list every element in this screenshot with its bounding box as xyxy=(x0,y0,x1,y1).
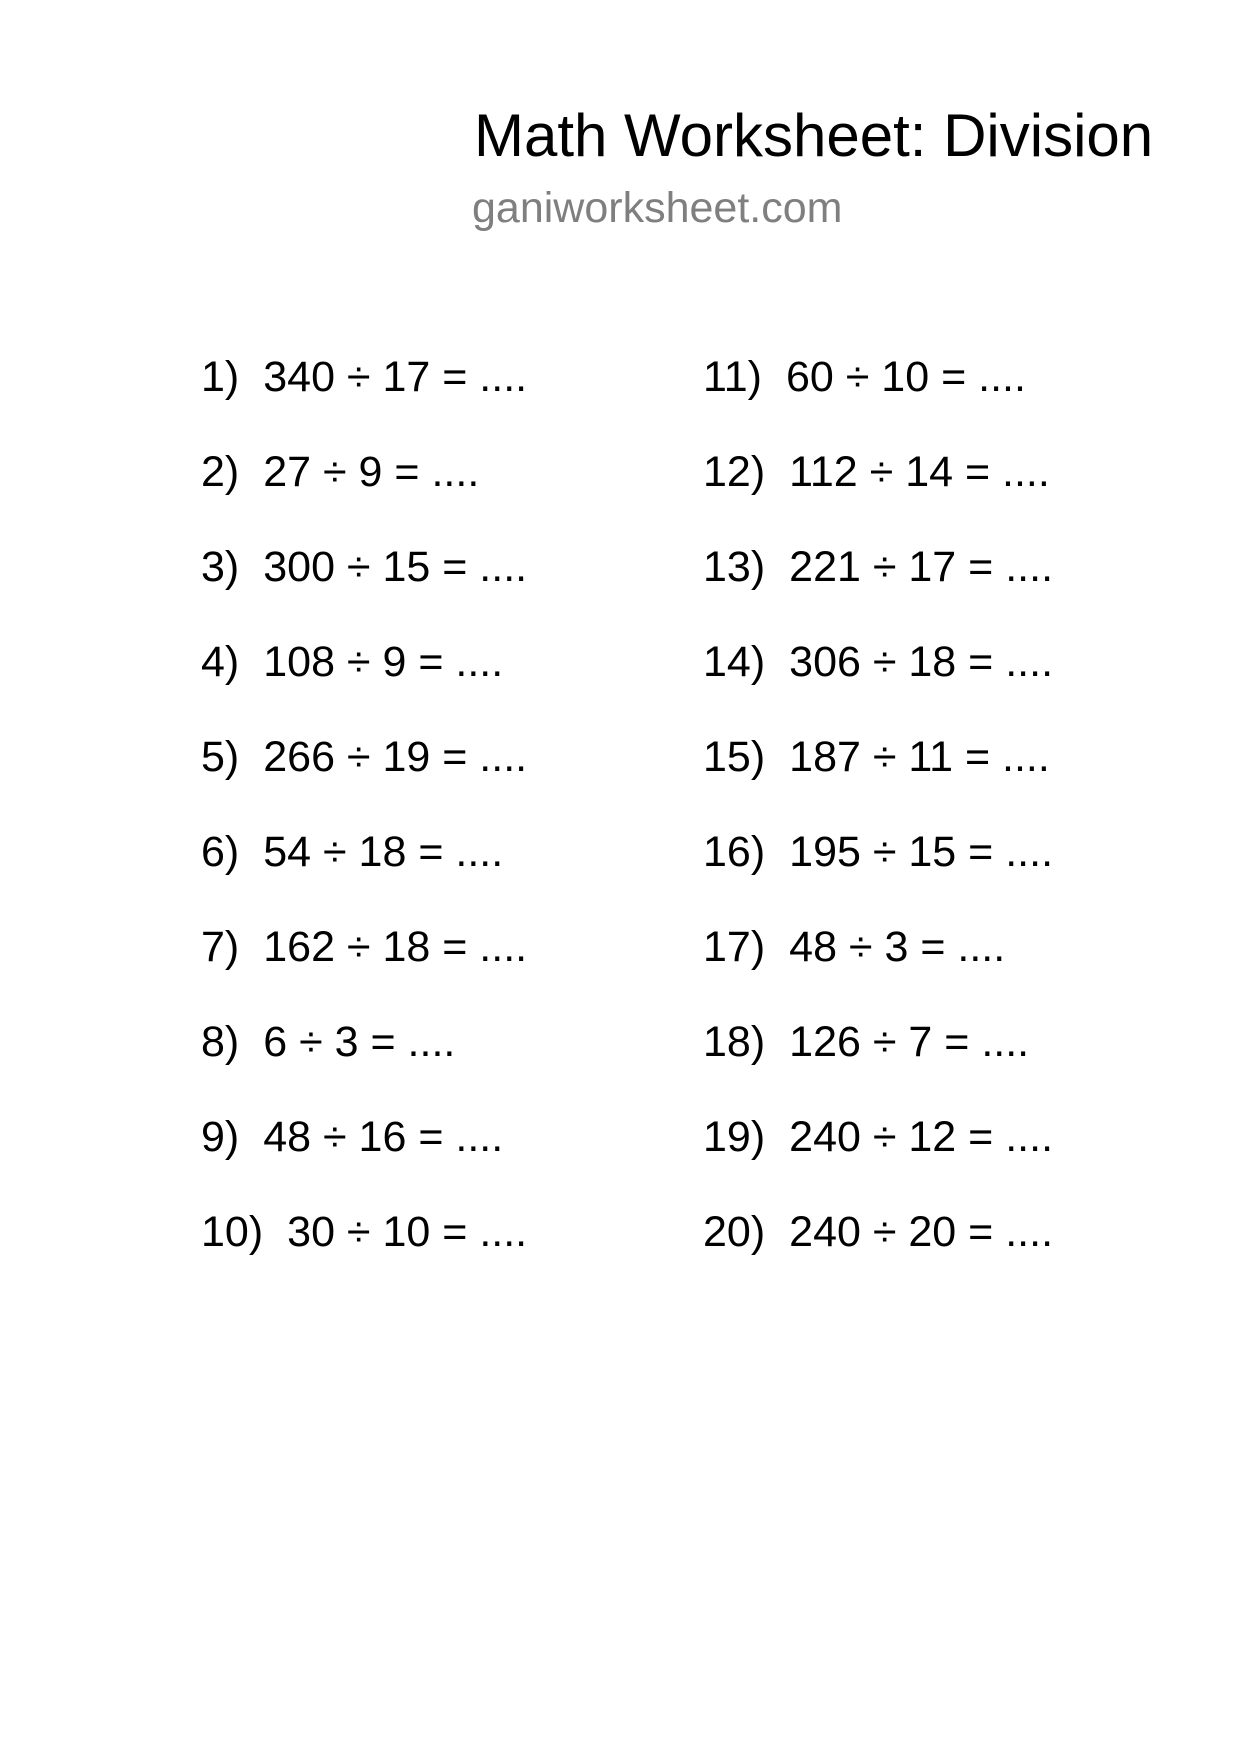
problem-expression: 162 ÷ 18 = .... xyxy=(263,923,528,971)
problem-expression: 300 ÷ 15 = .... xyxy=(263,543,528,591)
problem-item xyxy=(703,922,1053,1017)
problem-expression: 30 ÷ 10 = .... xyxy=(287,1208,528,1256)
problem-item xyxy=(703,1207,1053,1302)
problem-expression: 195 ÷ 15 = .... xyxy=(789,828,1054,876)
problem-item xyxy=(201,1207,527,1302)
problem-item xyxy=(703,1112,1053,1207)
problem-number: 13) xyxy=(703,543,766,591)
problem-number: 3) xyxy=(201,543,240,591)
problem-number: 10) xyxy=(201,1208,264,1256)
problem-number: 9) xyxy=(201,1113,240,1161)
problem-number: 6) xyxy=(201,828,240,876)
problem-column-left xyxy=(201,352,527,1302)
problem-expression: 112 ÷ 14 = .... xyxy=(789,448,1050,496)
problem-number: 14) xyxy=(703,638,766,686)
problem-expression: 340 ÷ 17 = .... xyxy=(263,353,528,401)
problem-number: 1) xyxy=(201,353,240,401)
problem-number: 7) xyxy=(201,923,240,971)
problem-number: 17) xyxy=(703,923,766,971)
problem-item xyxy=(703,447,1053,542)
problem-item xyxy=(703,352,1053,447)
problem-item xyxy=(703,1017,1053,1112)
problem-item xyxy=(201,542,527,637)
site-name: ganiworksheet.com xyxy=(472,184,843,232)
problem-expression: 221 ÷ 17 = .... xyxy=(789,543,1054,591)
problem-item xyxy=(201,732,527,827)
problem-expression: 27 ÷ 9 = .... xyxy=(263,448,480,496)
problem-number: 2) xyxy=(201,448,240,496)
page-title: Math Worksheet: Division xyxy=(474,102,1154,169)
problem-expression: 126 ÷ 7 = .... xyxy=(789,1018,1030,1066)
problem-expression: 306 ÷ 18 = .... xyxy=(789,638,1054,686)
problem-number: 8) xyxy=(201,1018,240,1066)
problem-number: 19) xyxy=(703,1113,766,1161)
problem-expression: 48 ÷ 3 = .... xyxy=(789,923,1006,971)
problem-number: 15) xyxy=(703,733,766,781)
problem-item xyxy=(201,352,527,447)
problem-item xyxy=(703,732,1053,827)
problem-item xyxy=(201,922,527,1017)
problem-item xyxy=(703,827,1053,922)
problem-item xyxy=(201,1017,527,1112)
problem-number: 4) xyxy=(201,638,240,686)
problem-expression: 60 ÷ 10 = .... xyxy=(785,353,1026,401)
problem-item xyxy=(201,637,527,732)
problem-item xyxy=(201,1112,527,1207)
problem-number: 11) xyxy=(703,353,762,401)
problem-expression: 54 ÷ 18 = .... xyxy=(263,828,504,876)
problem-number: 20) xyxy=(703,1208,766,1256)
problem-number: 5) xyxy=(201,733,240,781)
problem-expression: 240 ÷ 20 = .... xyxy=(789,1208,1054,1256)
problem-expression: 108 ÷ 9 = .... xyxy=(263,638,504,686)
problem-expression: 240 ÷ 12 = .... xyxy=(789,1113,1054,1161)
problem-expression: 266 ÷ 19 = .... xyxy=(263,733,528,781)
problem-number: 16) xyxy=(703,828,766,876)
problem-item xyxy=(201,447,527,542)
problem-expression: 187 ÷ 11 = .... xyxy=(789,733,1050,781)
problem-expression: 6 ÷ 3 = .... xyxy=(263,1018,456,1066)
problem-item xyxy=(703,637,1053,732)
problem-column-right xyxy=(703,352,1053,1302)
problem-number: 18) xyxy=(703,1018,766,1066)
problem-item xyxy=(201,827,527,922)
problem-number: 12) xyxy=(703,448,766,496)
problem-expression: 48 ÷ 16 = .... xyxy=(263,1113,504,1161)
problem-item xyxy=(703,542,1053,637)
